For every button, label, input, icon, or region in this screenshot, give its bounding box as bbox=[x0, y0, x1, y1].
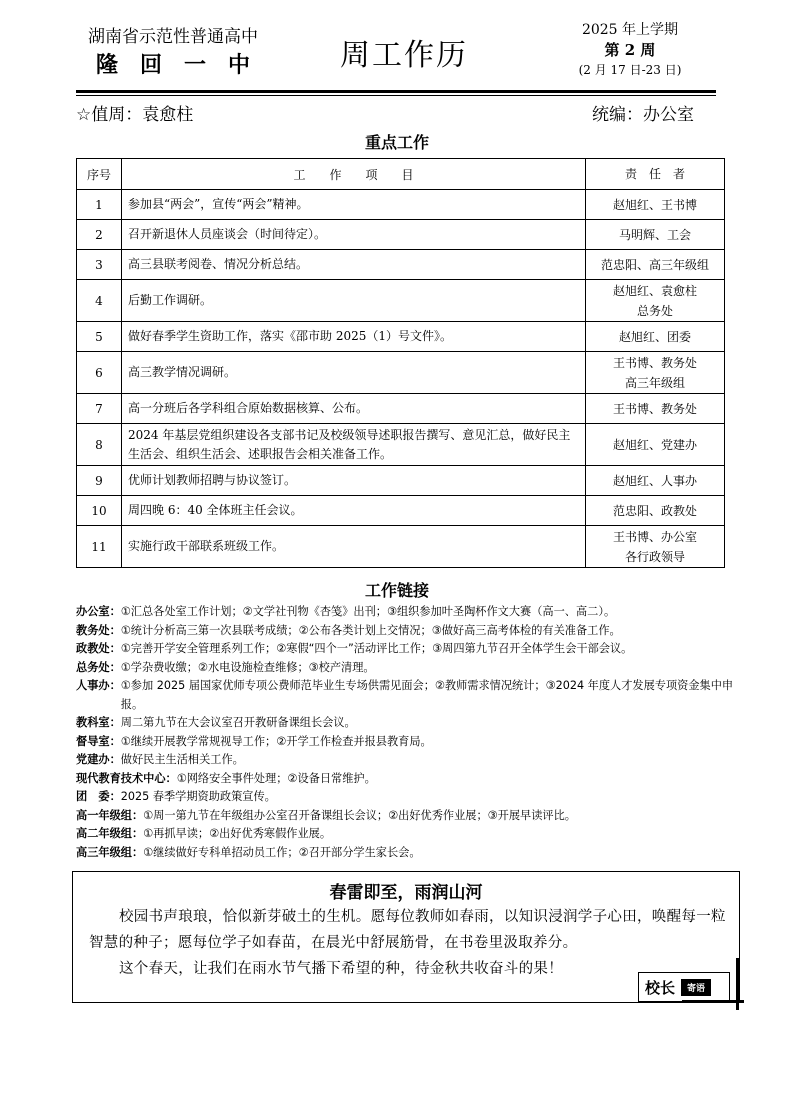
row-responsible bbox=[586, 496, 725, 526]
responsible-line-1: 王书博、教务处 bbox=[612, 355, 697, 370]
row-item: 2024 年基层党组织建设各支部书记及校级领导述职报告撰写、意见汇总，做好民主生活会、组织生活会、述职报告会相关准备工作。 bbox=[122, 424, 586, 466]
link-item bbox=[76, 622, 736, 641]
header-rule bbox=[76, 90, 716, 93]
table-header-row bbox=[77, 159, 725, 190]
responsible-line-1: 范忠阳、高三年级组 bbox=[600, 257, 709, 272]
table-row bbox=[77, 280, 725, 322]
compiler: 统编：办公室 bbox=[592, 105, 694, 125]
table-row bbox=[77, 250, 725, 280]
link-item bbox=[76, 659, 736, 678]
row-number: 1 bbox=[77, 190, 122, 220]
link-text: ①继续开展教学常规视导工作；②开学工作检查并报县教育局。 bbox=[120, 734, 432, 748]
table-row bbox=[77, 496, 725, 526]
responsible-line-1: 赵旭红、党建办 bbox=[612, 437, 697, 452]
row-item: 召开新退休人员座谈会（时间待定）。 bbox=[122, 220, 586, 250]
date-range: (2 月 17 日-23 日) bbox=[578, 63, 682, 77]
responsible-line-1: 赵旭红、人事办 bbox=[612, 473, 697, 488]
link-text: ①完善开学安全管理系列工作；②寒假“四个一”活动评比工作；③周四第九节召开全体学生会干部会议。 bbox=[120, 642, 633, 655]
link-item bbox=[76, 825, 736, 844]
row-number: 6 bbox=[77, 352, 122, 394]
table-row bbox=[77, 424, 725, 466]
table-row bbox=[77, 526, 725, 568]
row-item: 周四晚 6：40 全体班主任会议。 bbox=[122, 496, 586, 526]
message-title: 春雷即至，雨润山河 bbox=[329, 883, 483, 903]
link-item bbox=[76, 788, 736, 807]
link-dept: 团 委： bbox=[76, 790, 121, 803]
link-item bbox=[76, 751, 736, 770]
school-subtitle: 湖南省示范性普通高中 bbox=[88, 27, 258, 47]
row-item: 做好春季学生资助工作，落实《邵市助 2025（1）号文件》。 bbox=[122, 322, 586, 352]
corner-mark-horizontal bbox=[682, 1000, 744, 1003]
responsible-line-2: 高三年级组 bbox=[624, 375, 685, 390]
link-item bbox=[76, 714, 736, 733]
link-dept: 总务处： bbox=[76, 660, 121, 674]
link-text: ①周一第九节在年级组办公室召开备课组长会议；②出好优秀作业展；③开展早读评比。 bbox=[143, 808, 576, 822]
table-row bbox=[77, 352, 725, 394]
link-text: 2025 春季学期资助政策宣传。 bbox=[120, 790, 276, 803]
row-responsible bbox=[586, 250, 725, 280]
row-responsible bbox=[586, 190, 725, 220]
link-text: ①参加 2025 届国家优师专项公费师范毕业生专场供需见面会；②教师需求情况统计；③2024 年度人才发展专项资金集中申报。 bbox=[120, 679, 734, 711]
row-number: 4 bbox=[77, 280, 122, 322]
table-row bbox=[77, 466, 725, 496]
link-text: 周二第九节在大会议室召开教研备课组长会议。 bbox=[120, 716, 356, 729]
link-text: ①统计分析高三第一次县联考成绩；②公布各类计划上交情况；③做好高三高考体检的有关准备工作。 bbox=[120, 623, 621, 637]
row-item: 优师计划教师招聘与协议签订。 bbox=[122, 466, 586, 496]
link-dept: 高三年级组： bbox=[76, 845, 144, 859]
table-row bbox=[77, 394, 725, 424]
responsible-line-1: 范忠阳、政教处 bbox=[612, 503, 697, 518]
link-item bbox=[76, 770, 736, 789]
school-name: 隆回一中 bbox=[96, 53, 273, 78]
responsible-line-2: 各行政领导 bbox=[624, 549, 685, 564]
responsible-line-1: 赵旭红、团委 bbox=[618, 329, 691, 344]
link-dept: 高一年级组： bbox=[76, 808, 144, 822]
row-number: 7 bbox=[77, 394, 122, 424]
duty-person: ☆值周：袁愈柱 bbox=[76, 105, 194, 125]
row-item: 实施行政干部联系班级工作。 bbox=[122, 526, 586, 568]
link-item bbox=[76, 844, 736, 863]
link-dept: 党建办： bbox=[76, 753, 121, 766]
row-number: 8 bbox=[77, 424, 122, 466]
header-item: 工 作 项 目 bbox=[122, 159, 586, 190]
link-dept: 人事办： bbox=[76, 679, 121, 692]
row-number: 10 bbox=[77, 496, 122, 526]
header-resp: 责 任 者 bbox=[586, 159, 725, 190]
link-dept: 政教处： bbox=[76, 642, 121, 655]
key-work-table bbox=[76, 158, 725, 568]
row-item: 高三县联考阅卷、情况分析总结。 bbox=[122, 250, 586, 280]
link-text: ①网络安全事件处理；②设备日常维护。 bbox=[176, 771, 376, 785]
message-paragraph-1: 校园书声琅琅，恰似新芽破土的生机。愿每位教师如春雨，以知识浸润学子心田，唤醒每一粒智慧的种子；愿每位学子如春苗，在晨光中舒展筋骨，在书卷里汲取养分。 bbox=[89, 909, 726, 951]
link-text: ①再抓早读；②出好优秀寒假作业展。 bbox=[143, 827, 332, 840]
link-dept: 督导室： bbox=[76, 734, 121, 748]
row-responsible bbox=[586, 394, 725, 424]
link-text: ①汇总各处室工作计划；②文学社刊物《杏笺》出刊；③组织参加叶圣陶杯作文大赛（高一、高二）。 bbox=[120, 605, 616, 618]
row-item: 参加县“两会”，宣传“两会”精神。 bbox=[122, 190, 586, 220]
link-dept: 现代教育技术中心： bbox=[76, 771, 177, 785]
row-responsible bbox=[586, 322, 725, 352]
link-item bbox=[76, 677, 736, 714]
responsible-line-1: 赵旭红、王书博 bbox=[612, 197, 697, 212]
term-info bbox=[540, 20, 720, 80]
header-rule-thin bbox=[76, 95, 716, 96]
link-text: ①继续做好专科单招动员工作；②召开部分学生家长会。 bbox=[143, 845, 421, 859]
responsible-line-2: 总务处 bbox=[636, 303, 673, 318]
row-responsible bbox=[586, 466, 725, 496]
row-item: 高一分班后各学科组合原始数据核算、公布。 bbox=[122, 394, 586, 424]
table-row bbox=[77, 190, 725, 220]
link-dept: 教务处： bbox=[76, 623, 121, 637]
responsible-line-1: 王书博、教务处 bbox=[612, 401, 697, 416]
row-number: 2 bbox=[77, 220, 122, 250]
row-responsible bbox=[586, 352, 725, 394]
week-label: 第 2 周 bbox=[604, 41, 656, 59]
key-work-title: 重点工作 bbox=[364, 133, 429, 152]
link-item bbox=[76, 807, 736, 826]
signature-label: 校长 bbox=[645, 978, 676, 997]
row-number: 11 bbox=[77, 526, 122, 568]
link-text: ①学杂费收缴；②水电设施检查维修；③校产清理。 bbox=[120, 660, 375, 674]
row-responsible bbox=[586, 220, 725, 250]
link-item bbox=[76, 640, 736, 659]
table-row bbox=[77, 322, 725, 352]
row-number: 9 bbox=[77, 466, 122, 496]
principal-signature bbox=[638, 972, 730, 1002]
row-number: 3 bbox=[77, 250, 122, 280]
row-responsible bbox=[586, 526, 725, 568]
header-no: 序号 bbox=[77, 159, 122, 190]
page-title: 周工作历 bbox=[340, 38, 468, 73]
link-dept: 教科室： bbox=[76, 716, 121, 729]
row-item: 后勤工作调研。 bbox=[122, 280, 586, 322]
message-paragraph-2: 这个春天，让我们在雨水节气播下希望的种，待金秋共收奋斗的果！ bbox=[119, 961, 563, 977]
row-number: 5 bbox=[77, 322, 122, 352]
links-title: 工作链接 bbox=[364, 581, 429, 600]
link-dept: 高二年级组： bbox=[76, 827, 144, 840]
link-dept: 办公室： bbox=[76, 605, 121, 618]
link-item bbox=[76, 603, 736, 622]
responsible-line-1: 赵旭红、袁愈柱 bbox=[612, 283, 697, 298]
responsible-line-1: 王书博、办公室 bbox=[612, 529, 697, 544]
row-responsible bbox=[586, 424, 725, 466]
link-text: 做好民主生活相关工作。 bbox=[120, 753, 244, 766]
links-list bbox=[76, 603, 736, 862]
responsible-line-1: 马明辉、工会 bbox=[618, 227, 691, 242]
row-responsible bbox=[586, 280, 725, 322]
table-row bbox=[77, 220, 725, 250]
term-label: 2025 年上学期 bbox=[581, 22, 679, 38]
link-item bbox=[76, 733, 736, 752]
row-item: 高三教学情况调研。 bbox=[122, 352, 586, 394]
signature-sub: 寄语 bbox=[681, 979, 711, 996]
